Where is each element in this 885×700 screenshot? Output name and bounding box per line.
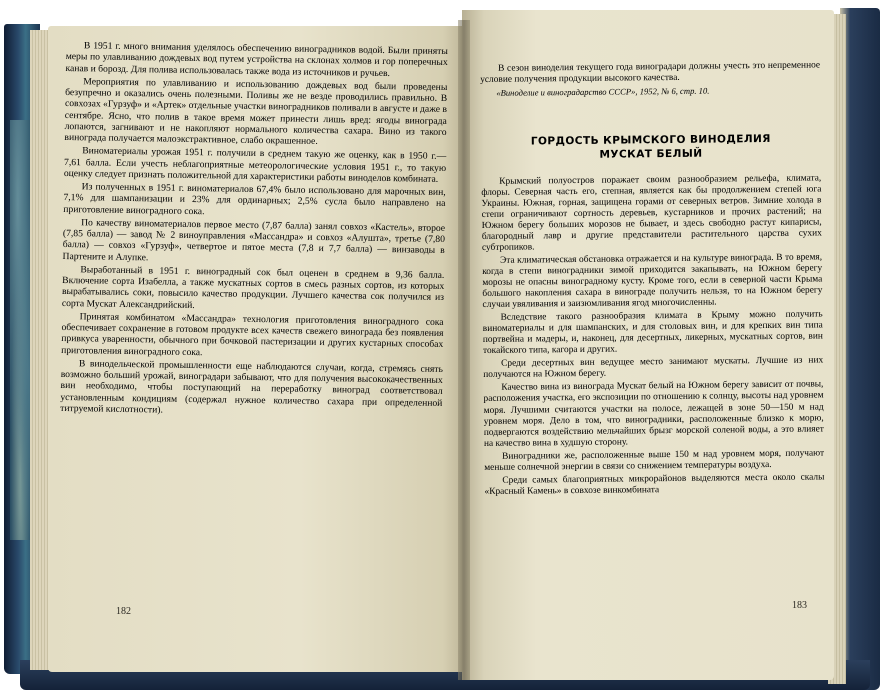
- page-number-left: 182: [116, 606, 131, 617]
- paragraph: Принятая комбинатом «Массандра» технология приготовления виноградного сока обеспечивает сохранение в готовом продукте всех качеств свежего винограда без появления привкуса уваренности, обычного при бочковой пастеризации и других кустарных способах приготовления виноградного сока.: [61, 310, 444, 358]
- paragraph: По качеству виноматериалов первое место (7,87 балла) занял совхоз «Кастель», второе (7,85 балла) — завод № 2 виноуправления «Массандра» и совхоз «Алушта», третье (7,80 балла) — совхоз «Гурзуф», четвертое и пятое места (7,8 и 7,7 балла) — винзаводы в Партените и Алупке.: [62, 217, 446, 263]
- book-cover-right: [840, 8, 880, 690]
- source-citation: «Виноделие и виноградарство СССР», 1952, № 6, стр. 10.: [496, 85, 710, 98]
- intro-paragraph: В сезон виноделия текущего года виноградари должны учесть это непременное условие получения продукции высокого качества.: [480, 60, 821, 86]
- paragraph: Виноградники же, расположенные выше 150 м над уровнем моря, получают меньше солнечной энергии в связи со снижением температуры воздуха.: [484, 448, 825, 473]
- paragraph: Мероприятия по улавливанию и использованию дождевых вод были проведены безупречно и оказались очень полезными. Поливы же не везде проводились правильно. В совхозах «Гурзуф» и «Артек» отдельные участки виноградников поливали в августе и даже в сентябре. Ясно, что полив в такое время может принести лишь вред: ягоды винограда лопаются, загнивают и не накопляют нормального количества сахара. Вино из такого винограда получается малоэкстрактивное, слабо окрашенное.: [64, 76, 448, 147]
- chapter-heading-line-2: МУСКАТ БЕЛЫЙ: [599, 147, 703, 161]
- paragraph: Качество вина из винограда Мускат белый на Южном берегу зависит от почвы, расположения участка, его экспозиции по отношению к солнцу, высоты над уровнем моря. Лучшими считаются участки на полосе, лежащей в зоне 50—150 м над уровнем моря. Дело в том, что виноградники, расположенные близко к морю, подвергаются воздействию мельчайших брызг морской соленой воды, а это влияет на качество вина в худшую сторону.: [483, 379, 824, 449]
- paragraph: Виноматериалы урожая 1951 г. получили в среднем такую же оценку, как в 1950 г.— 7,61 балла. Если учесть неблагоприятные метеорологические условия 1951 г., то такую оценку следует признать положительной для характеристики работы виноделов комбината.: [63, 145, 447, 185]
- paragraph: Среди десертных вин ведущее место занимают мускаты. Лучшие из них получаются на Южном берегу.: [483, 355, 824, 381]
- paragraph: Выработанный в 1951 г. виноградный сок был оценен в среднем в 9,36 балла. Включение сорта Изабелла, а также мускатных сортов в смесь разных сортов, из которых вырабатывались соки, повысило качество продукции. Лучшего качества сок получился из сорта Мускат Александрийский.: [61, 264, 445, 311]
- paragraph: Среди самых благоприятных микрорайонов выделяются места около скалы «Красный Камень» в совхозе винкомбината: [484, 472, 825, 497]
- page-number-right: 183: [792, 600, 807, 611]
- right-page-text: [480, 60, 825, 499]
- paragraph: Из полученных в 1951 г. виноматериалов 67,4% было использовано для марочных вин, 7,1% для шампанизации и 23% для ординарных; 2,5% сусла было направлено на приготовление виноградного сока.: [63, 181, 446, 217]
- paragraph: В винодельческой промышленности еще наблюдаются случаи, когда, стремясь снять возможно больший урожай, виноградари забывают, что для получения высококачественных вин необходимо, чтобы поступающий на переработку виноград соответствовал установленным кондициям (содержал нужное количество сахара при определенной титруемой кислотности).: [60, 357, 443, 416]
- paragraph: Крымский полуостров поражает своим разнообразием рельефа, климата, флоры. Северная часть его, степная, является как бы продолжением степей юга Украины. Южная, горная, защищена горами от северных ветров. Зимние холода в степи ограничивают сортность деревьев, кустарников и прочих растений; на Южном берегу больших морозов не бывает, и здесь свободно растут кипарисы, благородный лавр и другие представители растительного царства сухих субтропиков.: [481, 173, 822, 253]
- paragraph: Вследствие такого разнообразия климата в Крыму можно получить виноматериалы и для шампанских, и для столовых вин, и для крепких вин типа портвейна и мадеры, и, наконец, для десертных, ликерных, мускатных сортов, вин токайского типа, кагора и других.: [482, 309, 823, 357]
- paragraph: В 1951 г. много внимания уделялось обеспечению виноградников водой. Были приняты меры по улавливанию дождевых вод путем устройства на склонах холмов и гор поперечных канав и борозд. Для полива использовалась также вода из источников и ручьев.: [65, 40, 448, 79]
- left-page-text: [60, 40, 448, 422]
- chapter-heading-line-1: ГОРДОСТЬ КРЫМСКОГО ВИНОДЕЛИЯ: [530, 132, 771, 148]
- chapter-heading: [481, 131, 821, 163]
- book-gutter: [458, 20, 470, 680]
- paragraph: Эта климатическая обстановка отражается и на культуре винограда. В то время, когда в степи виноградники зимой приходится закапывать, на Южном берегу морозы не опасны виноградному кусту. Кроме того, если в северной части Крыма большого накопления сахара в винограде получить нельзя, то на Южном берегу случаи увяливания и заизюмливания ягод многочисленны.: [482, 252, 823, 311]
